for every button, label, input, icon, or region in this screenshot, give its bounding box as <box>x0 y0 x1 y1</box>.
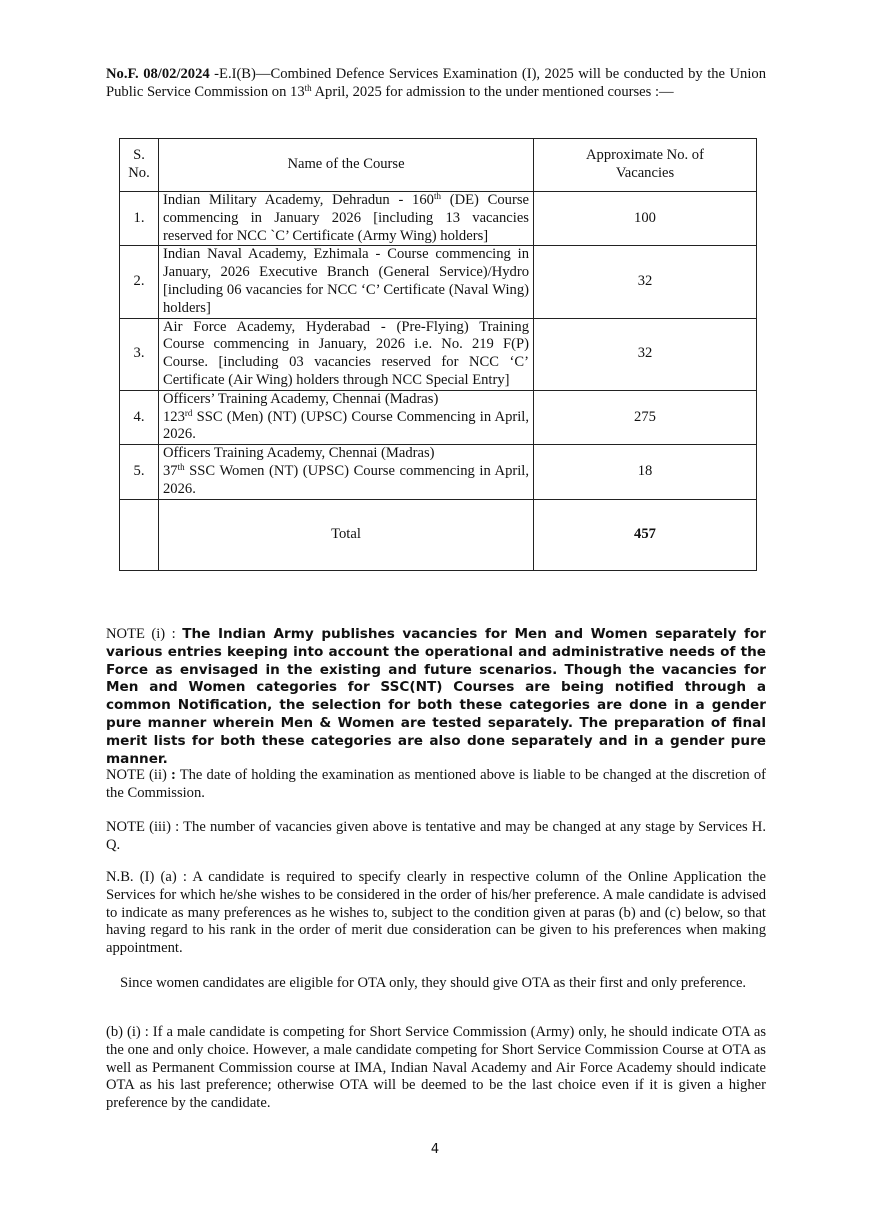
row-course: Indian Naval Academy, Ezhimala - Course commencing in January, 2026 Executive Branch (General Service)/Hydro [including 06 vacancies for NCC ‘C’ Certificate (Naval Wing) holders] <box>159 246 534 318</box>
row-sno: 1. <box>120 192 159 246</box>
row-course: Officers’ Training Academy, Chennai (Madras) 123rd SSC (Men) (NT) (UPSC) Course Commencing in April, 2026. <box>159 390 534 444</box>
total-label: Total <box>159 499 534 570</box>
table-row <box>120 246 757 318</box>
note-i: NOTE (i) : The Indian Army publishes vacancies for Men and Women separately for various entries keeping into account the operational and administrative needs of the Force as envisaged in the existing and future scenarios. Though the vacancies for Men and Women categories for SSC(NT) Courses are being notified through a common Notification, the selection for both these categories are done in a gender pure manner wherein Men & Women are tested separately. The preparation of final merit lists for both these categories are also done separately and in a gender pure manner. <box>106 626 766 767</box>
page-number: 4 <box>430 1142 440 1157</box>
women-candidates-paragraph: Since women candidates are eligible for OTA only, they should give OTA as their first and only preference. <box>120 975 747 991</box>
header-vacancies: Approximate No. of Vacancies <box>534 139 757 192</box>
intro-paragraph: No.F. 08/02/2024 -E.I(B)—Combined Defence Services Examination (I), 2025 will be conducted by the Union Public Service Commission on 13th April, 2025 for admission to the under mentioned courses :— <box>106 66 767 100</box>
row-course: Officers Training Academy, Chennai (Madras) 37th SSC Women (NT) (UPSC) Course commencing in April, 2026. <box>159 445 534 499</box>
header-course: Name of the Course <box>159 139 534 192</box>
vacancies-table <box>119 138 757 571</box>
row-vacancies: 18 <box>534 445 757 499</box>
row-sno: 3. <box>120 318 159 390</box>
note-iii: NOTE (iii) : The number of vacancies given above is tentative and may be changed at any stage by Services H. Q. <box>106 819 766 853</box>
row-sno: 5. <box>120 445 159 499</box>
row-sno: 4. <box>120 390 159 444</box>
row-vacancies: 32 <box>534 318 757 390</box>
table-row <box>120 445 757 499</box>
nb-paragraph: N.B. (I) (a) : A candidate is required to specify clearly in respective column of the Online Application the Services for which he/she wishes to be considered in the order of his/her preference. A male candidate is advised to indicate as many preferences as he wishes to, subject to the condition given at paras (b) and (c) below, so that having regard to his rank in the order of merit due consideration can be given to his preferences when making appointment. <box>106 869 766 957</box>
total-value: 457 <box>534 499 757 570</box>
table-row <box>120 318 757 390</box>
reference-number: No.F. 08/02/2024 <box>106 66 210 82</box>
row-course: Air Force Academy, Hyderabad - (Pre-Flying) Training Course commencing in January, 2026 i.e. No. 219 F(P) Course. [including 03 vacancies reserved for NCC ‘C’ Certificate (Air Wing) holders through NCC Special Entry] <box>159 318 534 390</box>
table-row <box>120 192 757 246</box>
table-header-row <box>120 139 757 192</box>
table-row <box>120 390 757 444</box>
row-vacancies: 275 <box>534 390 757 444</box>
row-course: Indian Military Academy, Dehradun - 160th (DE) Course commencing in January 2026 [including 13 vacancies reserved for NCC `C’ Certificate (Army Wing) holders] <box>159 192 534 246</box>
note-ii: NOTE (ii) : The date of holding the examination as mentioned above is liable to be changed at the discretion of the Commission. <box>106 767 766 801</box>
para-b-i: (b) (i) : If a male candidate is competing for Short Service Commission (Army) only, he should indicate OTA as the one and only choice. However, a male candidate competing for Short Service Commission Course at OTA as well as Permanent Commission course at IMA, Indian Naval Academy and Air Force Academy should indicate OTA as his last preference; otherwise OTA will be deemed to be the last choice even if it is given a higher preference by the candidate. <box>106 1024 766 1112</box>
header-sno: S. No. <box>120 139 159 192</box>
row-vacancies: 32 <box>534 246 757 318</box>
row-vacancies: 100 <box>534 192 757 246</box>
row-sno: 2. <box>120 246 159 318</box>
table-total-row <box>120 499 757 570</box>
